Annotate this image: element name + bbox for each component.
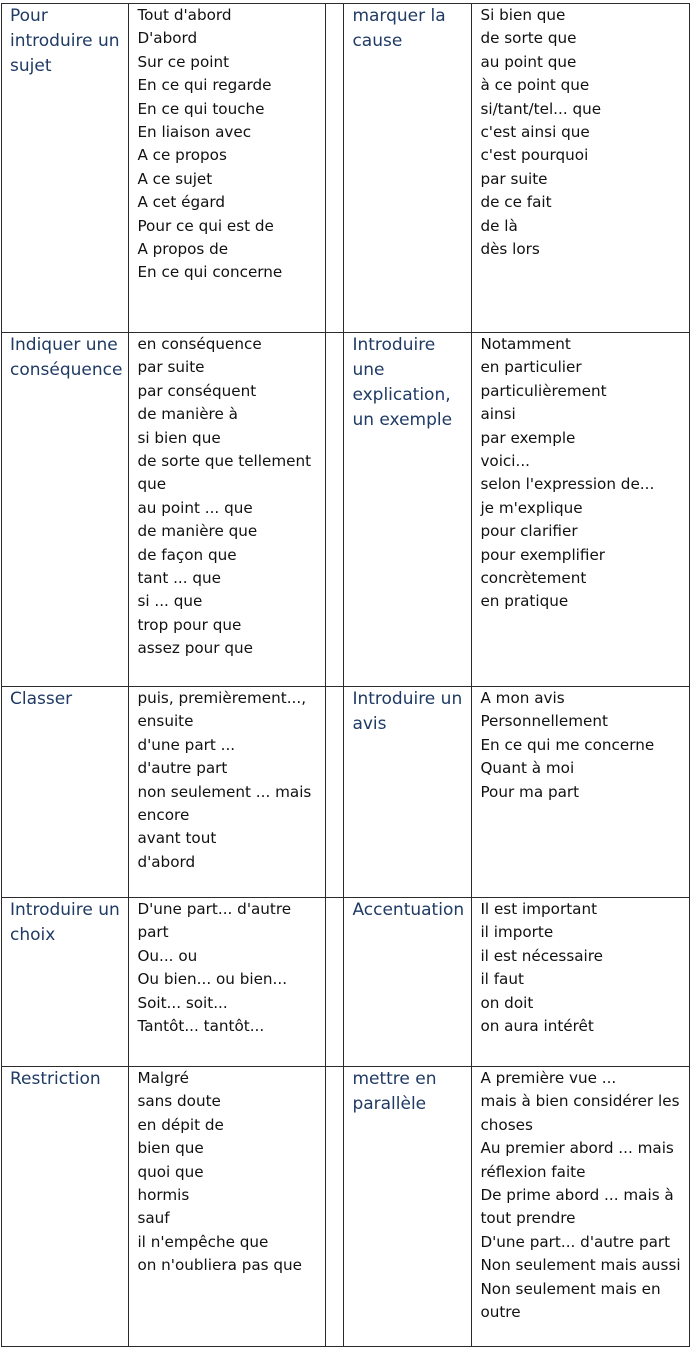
connector-item: Ou... ou <box>137 946 198 965</box>
connector-item: je m'explique <box>480 498 583 517</box>
category-label: Pour introduire un sujet <box>2 4 129 333</box>
connector-item: en particulier <box>480 358 582 377</box>
category-label: Classer <box>2 687 129 898</box>
connector-item: Si bien que <box>480 6 566 24</box>
connector-list <box>129 1067 326 1347</box>
table-row <box>2 687 690 898</box>
spacer-column <box>326 4 344 333</box>
connector-item: D'une part... d'autre part <box>137 900 292 942</box>
connector-item: on aura intérêt <box>480 1017 594 1036</box>
connector-list <box>472 4 690 333</box>
connector-list <box>129 333 326 687</box>
table-row <box>2 1067 690 1347</box>
connector-item: Quant à moi <box>480 759 575 778</box>
connector-item: de sorte que tellement que <box>137 452 312 494</box>
connector-item: d'autre part <box>137 759 228 778</box>
connector-item: A propos de <box>137 240 229 259</box>
connector-item: Pour ce qui est de <box>137 216 274 235</box>
connector-item: selon l'expression de... <box>480 475 655 494</box>
connector-item: pour exemplifier <box>480 545 606 564</box>
connector-item: Au premier abord ... mais réflexion faite <box>480 1139 674 1181</box>
connector-item: A cet égard <box>137 193 226 212</box>
connector-item: si bien que <box>137 428 221 447</box>
connector-item: D'une part... d'autre part <box>480 1232 671 1251</box>
connector-item: Ou bien... ou bien... <box>137 970 288 989</box>
connector-item: c'est ainsi que <box>480 123 590 142</box>
connector-list <box>129 687 326 898</box>
connector-item: sans doute <box>137 1092 221 1111</box>
category-label: marquer la cause <box>344 4 472 333</box>
connector-item: Tout d'abord <box>137 6 232 24</box>
connector-item: puis, premièrement..., ensuite <box>137 689 307 731</box>
connector-item: tant ... que <box>137 569 222 588</box>
table-body <box>2 4 690 1347</box>
connector-item: il faut <box>480 970 524 989</box>
connector-item: de sorte que <box>480 29 577 48</box>
connector-item: on n'oubliera pas que <box>137 1256 303 1275</box>
connector-item: Tantôt... tantôt... <box>137 1017 265 1036</box>
category-label: Introduire un choix <box>2 898 129 1067</box>
connector-list <box>129 4 326 333</box>
spacer-column <box>326 687 344 898</box>
category-label: Indiquer une conséquence <box>2 333 129 687</box>
connector-item: c'est pourquoi <box>480 146 589 165</box>
connector-list <box>472 898 690 1067</box>
connector-item: par conséquent <box>137 381 257 400</box>
connector-item: A mon avis <box>480 689 565 707</box>
spacer-column <box>326 333 344 687</box>
connector-item: assez pour que <box>137 639 253 658</box>
category-label: Restriction <box>2 1067 129 1347</box>
connector-item: il n'empêche que <box>137 1232 269 1251</box>
connector-item: mais à bien considérer les choses <box>480 1092 680 1134</box>
connector-item: Pour ma part <box>480 782 580 801</box>
connector-item: en conséquence <box>137 335 262 353</box>
table-row <box>2 4 690 333</box>
connector-item: En liaison avec <box>137 123 252 142</box>
connector-item: A première vue ... <box>480 1069 617 1087</box>
connector-item: Non seulement mais en outre <box>480 1279 661 1322</box>
table-row <box>2 333 690 687</box>
connector-item: de là <box>480 216 518 235</box>
connector-item: En ce qui regarde <box>137 76 272 95</box>
connector-item: D'abord <box>137 29 198 48</box>
connector-item: En ce qui touche <box>137 99 265 118</box>
connector-item: non seulement ... mais encore <box>137 782 312 825</box>
connector-item: A ce propos <box>137 146 227 165</box>
connector-item: si/tant/tel... que <box>480 99 602 118</box>
connector-item: par exemple <box>480 428 576 447</box>
connector-item: Il est important <box>480 900 598 918</box>
spacer-column <box>326 898 344 1067</box>
category-label: mettre en parallèle <box>344 1067 472 1347</box>
category-label: Accentuation <box>344 898 472 1067</box>
connector-item: au point ... que <box>137 498 253 517</box>
connector-item: de manière que <box>137 522 258 541</box>
connector-item: de façon que <box>137 545 237 564</box>
connector-item: de manière à <box>137 405 238 424</box>
connector-item: au point que <box>480 52 577 71</box>
connector-item: pour clarifier <box>480 522 578 541</box>
connector-item: il est nécessaire <box>480 946 604 965</box>
connector-item: on doit <box>480 993 534 1012</box>
connector-item: particulièrement <box>480 381 607 400</box>
connector-item: avant tout <box>137 829 217 848</box>
connector-item: Notamment <box>480 335 571 353</box>
connector-item: A ce sujet <box>137 169 213 188</box>
connector-item: voici... <box>480 452 530 471</box>
connector-item: en pratique <box>480 592 569 611</box>
connector-item: quoi que <box>137 1162 204 1181</box>
spacer-column <box>326 1067 344 1347</box>
connector-item: d'abord <box>137 852 196 871</box>
connector-item: d'une part ... <box>137 735 236 754</box>
connector-list <box>472 1067 690 1347</box>
connector-item: Non seulement mais aussi <box>480 1256 681 1275</box>
connector-list <box>129 898 326 1067</box>
connector-item: Sur ce point <box>137 52 230 71</box>
connector-item: si ... que <box>137 592 203 611</box>
connector-item: il importe <box>480 923 554 942</box>
connector-item: Personnellement <box>480 712 608 731</box>
connector-item: En ce qui me concerne <box>480 735 655 754</box>
connector-item: Soit... soit... <box>137 993 228 1012</box>
category-label: Introduire une explication, un exemple <box>344 333 472 687</box>
connector-list <box>472 687 690 898</box>
connector-list <box>472 333 690 687</box>
connector-item: bien que <box>137 1139 204 1158</box>
connector-item: de ce fait <box>480 193 552 212</box>
connector-item: Malgré <box>137 1069 189 1087</box>
connector-item: De prime abord ... mais à tout prendre <box>480 1186 674 1228</box>
connectors-table <box>1 3 690 1347</box>
connector-item: en dépit de <box>137 1115 224 1134</box>
connector-item: En ce qui concerne <box>137 263 283 282</box>
table-row <box>2 898 690 1067</box>
category-label: Introduire un avis <box>344 687 472 898</box>
connector-item: à ce point que <box>480 76 590 95</box>
connector-item: par suite <box>137 358 205 377</box>
connector-item: concrètement <box>480 569 587 588</box>
connector-item: par suite <box>480 169 548 188</box>
connector-item: dès lors <box>480 240 540 259</box>
connector-item: ainsi <box>480 405 516 424</box>
connector-item: hormis <box>137 1186 190 1205</box>
connector-item: trop pour que <box>137 615 242 634</box>
connector-item: sauf <box>137 1209 170 1228</box>
